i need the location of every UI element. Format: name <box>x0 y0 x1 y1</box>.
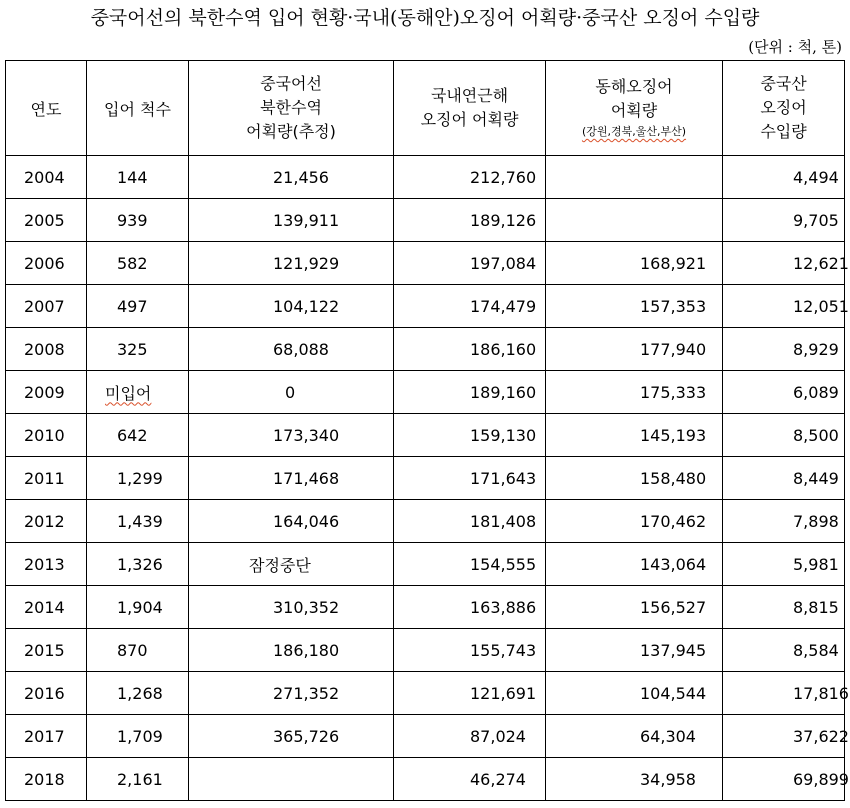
cell-year: 2015 <box>6 629 87 672</box>
cell-east-catch: 145,193 <box>546 414 723 457</box>
header-east-catch-note: (강원,경북,울산,부산) <box>581 125 687 138</box>
cell-domestic-catch: 159,130 <box>394 414 546 457</box>
cell-domestic-catch: 87,024 <box>394 715 546 758</box>
header-import-line1: 중국산 <box>760 74 807 93</box>
cell-year: 2011 <box>6 457 87 500</box>
cell-boats: 1,439 <box>87 500 189 543</box>
cell-import: 8,500 <box>723 414 845 457</box>
cell-import: 69,899 <box>723 758 845 801</box>
cell-import: 17,816 <box>723 672 845 715</box>
cell-import: 12,051 <box>723 285 845 328</box>
cell-chinese-catch: 68,088 <box>189 328 394 371</box>
cell-domestic-catch: 154,555 <box>394 543 546 586</box>
cell-import: 4,494 <box>723 156 845 199</box>
header-chinese-catch-line2: 북한수역 <box>260 98 322 117</box>
cell-boats: 1,326 <box>87 543 189 586</box>
cell-domestic-catch: 155,743 <box>394 629 546 672</box>
cell-year: 2006 <box>6 242 87 285</box>
cell-chinese-catch: 0 <box>189 371 394 414</box>
cell-boats: 870 <box>87 629 189 672</box>
cell-domestic-catch: 189,160 <box>394 371 546 414</box>
cell-domestic-catch: 181,408 <box>394 500 546 543</box>
table-row <box>6 500 845 543</box>
unit-note: (단위 : 척, 톤) <box>748 38 842 56</box>
cell-east-catch: 157,353 <box>546 285 723 328</box>
table-row <box>6 414 845 457</box>
cell-east-catch: 168,921 <box>546 242 723 285</box>
cell-year: 2016 <box>6 672 87 715</box>
cell-chinese-catch: 121,929 <box>189 242 394 285</box>
cell-boats: 642 <box>87 414 189 457</box>
cell-boats-text: 미입어 <box>105 383 152 403</box>
document-title: 중국어선의 북한수역 입어 현황·국내(동해안)오징어 어획량·중국산 오징어 수입량 <box>90 7 760 29</box>
table-row <box>6 328 845 371</box>
cell-year: 2007 <box>6 285 87 328</box>
table-row <box>6 156 845 199</box>
cell-import: 8,815 <box>723 586 845 629</box>
cell-year: 2018 <box>6 758 87 801</box>
cell-import: 6,089 <box>723 371 845 414</box>
header-import-line2: 오징어 <box>760 98 807 117</box>
cell-domestic-catch: 189,126 <box>394 199 546 242</box>
cell-domestic-catch: 174,479 <box>394 285 546 328</box>
table-row <box>6 285 845 328</box>
cell-boats: 497 <box>87 285 189 328</box>
cell-east-catch: 175,333 <box>546 371 723 414</box>
table-row <box>6 672 845 715</box>
cell-east-catch <box>546 156 723 199</box>
cell-east-catch: 170,462 <box>546 500 723 543</box>
cell-domestic-catch: 212,760 <box>394 156 546 199</box>
cell-import: 8,449 <box>723 457 845 500</box>
cell-chinese-catch: 164,046 <box>189 500 394 543</box>
header-boats: 입어 척수 <box>87 61 189 156</box>
cell-boats: 144 <box>87 156 189 199</box>
cell-boats: 2,161 <box>87 758 189 801</box>
cell-boats: 582 <box>87 242 189 285</box>
cell-chinese-catch: 잠정중단 <box>189 543 394 586</box>
cell-import: 12,621 <box>723 242 845 285</box>
cell-chinese-catch: 365,726 <box>189 715 394 758</box>
table-row <box>6 586 845 629</box>
table-row <box>6 457 845 500</box>
header-import <box>723 61 845 156</box>
cell-east-catch: 156,527 <box>546 586 723 629</box>
cell-boats: 1,709 <box>87 715 189 758</box>
cell-east-catch: 158,480 <box>546 457 723 500</box>
header-east-catch <box>546 61 723 156</box>
cell-year: 2012 <box>6 500 87 543</box>
cell-boats: 325 <box>87 328 189 371</box>
cell-chinese-catch: 104,122 <box>189 285 394 328</box>
cell-boats: 1,268 <box>87 672 189 715</box>
table-row <box>6 715 845 758</box>
cell-domestic-catch: 46,274 <box>394 758 546 801</box>
squid-statistics-table <box>5 60 849 801</box>
cell-chinese-catch: 171,468 <box>189 457 394 500</box>
cell-chinese-catch: 186,180 <box>189 629 394 672</box>
cell-import: 8,584 <box>723 629 845 672</box>
header-domestic-catch-line1: 국내연근해 <box>430 86 509 105</box>
cell-year: 2017 <box>6 715 87 758</box>
cell-boats: 1,299 <box>87 457 189 500</box>
header-import-line3: 수입량 <box>760 122 807 141</box>
cell-domestic-catch: 121,691 <box>394 672 546 715</box>
header-east-catch-line1: 동해오징어 <box>595 77 673 96</box>
cell-east-catch: 137,945 <box>546 629 723 672</box>
header-domestic-catch-line2: 오징어 어획량 <box>420 110 519 129</box>
cell-import: 8,929 <box>723 328 845 371</box>
cell-chinese-catch: 173,340 <box>189 414 394 457</box>
cell-year: 2004 <box>6 156 87 199</box>
header-chinese-catch-line1: 중국어선 <box>260 74 322 93</box>
cell-year: 2008 <box>6 328 87 371</box>
cell-boats: 939 <box>87 199 189 242</box>
cell-domestic-catch: 163,886 <box>394 586 546 629</box>
table-row <box>6 242 845 285</box>
header-east-catch-line2: 어획량 <box>610 101 658 120</box>
header-chinese-catch <box>189 61 394 156</box>
cell-domestic-catch: 186,160 <box>394 328 546 371</box>
cell-east-catch: 104,544 <box>546 672 723 715</box>
table-row <box>6 371 845 414</box>
cell-chinese-catch: 139,911 <box>189 199 394 242</box>
cell-domestic-catch: 197,084 <box>394 242 546 285</box>
cell-east-catch <box>546 199 723 242</box>
table-row <box>6 543 845 586</box>
header-year: 연도 <box>6 61 87 156</box>
header-domestic-catch <box>394 61 546 156</box>
cell-chinese-catch <box>189 758 394 801</box>
cell-domestic-catch: 171,643 <box>394 457 546 500</box>
cell-import: 7,898 <box>723 500 845 543</box>
cell-east-catch: 143,064 <box>546 543 723 586</box>
cell-east-catch: 64,304 <box>546 715 723 758</box>
cell-boats <box>87 371 189 414</box>
cell-boats: 1,904 <box>87 586 189 629</box>
cell-year: 2013 <box>6 543 87 586</box>
table-row <box>6 199 845 242</box>
table-row <box>6 629 845 672</box>
cell-year: 2014 <box>6 586 87 629</box>
header-chinese-catch-line3: 어획량(추정) <box>246 122 336 141</box>
cell-east-catch: 34,958 <box>546 758 723 801</box>
cell-east-catch: 177,940 <box>546 328 723 371</box>
cell-year: 2009 <box>6 371 87 414</box>
cell-year: 2005 <box>6 199 87 242</box>
cell-import: 9,705 <box>723 199 845 242</box>
cell-chinese-catch: 310,352 <box>189 586 394 629</box>
table-row <box>6 758 845 801</box>
cell-import: 5,981 <box>723 543 845 586</box>
cell-chinese-catch: 271,352 <box>189 672 394 715</box>
cell-chinese-catch: 21,456 <box>189 156 394 199</box>
header-row <box>6 61 845 156</box>
cell-import: 37,622 <box>723 715 845 758</box>
cell-year: 2010 <box>6 414 87 457</box>
